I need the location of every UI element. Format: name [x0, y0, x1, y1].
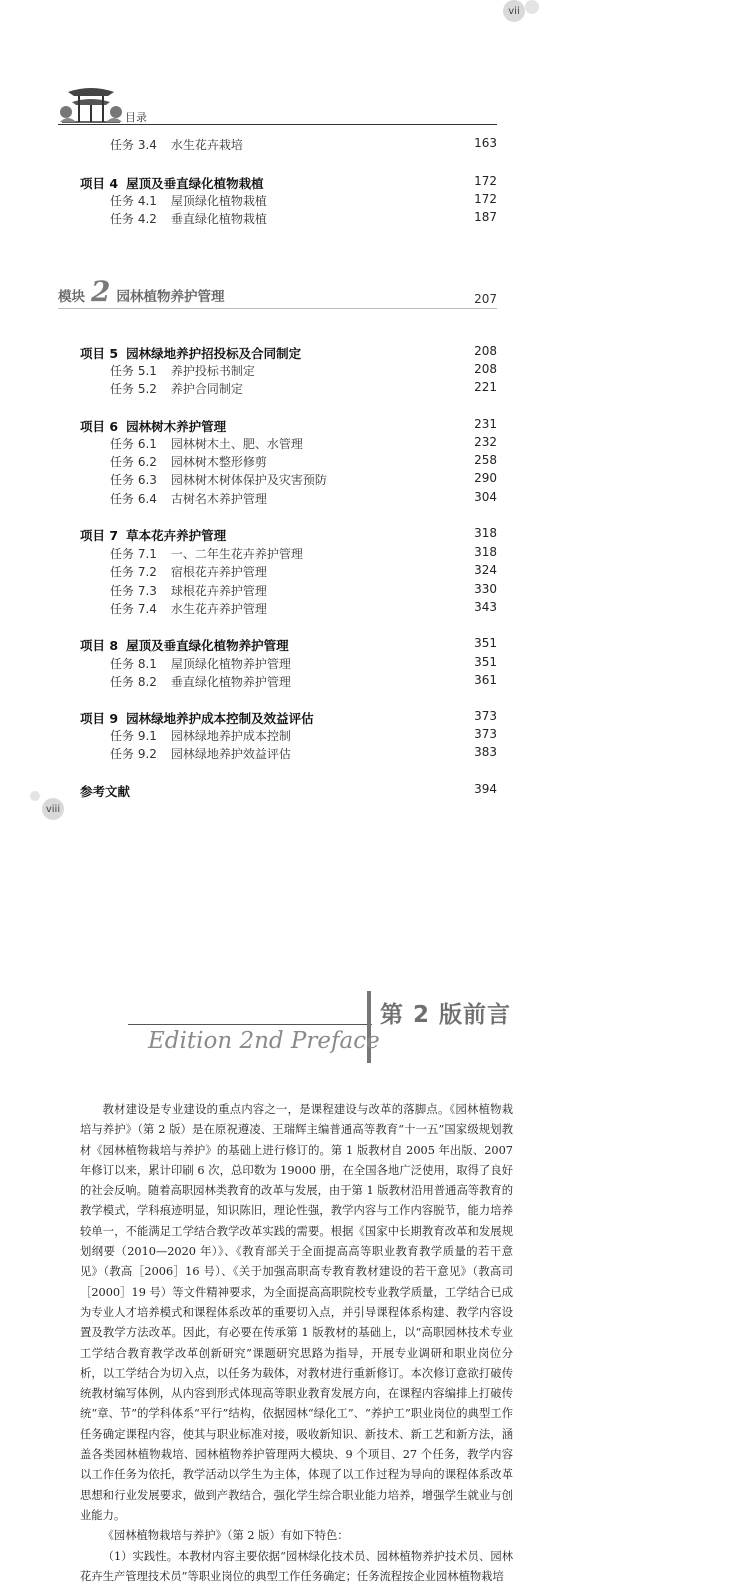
- preface-paragraph: 《园林植物栽培与养护》（第 2 版）有如下特色：: [102, 1529, 349, 1543]
- toc-project-row[interactable]: 项目 7 草本花卉养护管理 318: [80, 526, 497, 543]
- page-number-bottom: viii: [42, 798, 64, 820]
- toc-task-row[interactable]: 任务 3.4 水生花卉栽培 163: [110, 136, 497, 152]
- toc-task-row[interactable]: 任务 8.1 屋顶绿化植物养护管理 351: [110, 655, 497, 671]
- toc-project-row[interactable]: 项目 8 屋顶及垂直绿化植物养护管理 351: [80, 636, 497, 653]
- toc-task-row[interactable]: 任务 9.1 园林绿地养护成本控制 373: [110, 727, 497, 743]
- toc-references-row[interactable]: 参考文献 394: [80, 782, 497, 799]
- preface-title-rule: [128, 1024, 372, 1025]
- decor-bubble: [30, 791, 40, 801]
- preface-title: 第 2 版前言: [380, 1002, 512, 1028]
- toc-project-row[interactable]: 项目 5 园林绿地养护招投标及合同制定 208: [80, 344, 497, 361]
- preface-body: [80, 1100, 513, 1587]
- preface-paragraph: 教材建设是专业建设的重点内容之一，是课程建设与改革的落脚点。《园林植物栽培与养护》（第 2 版）是在原祝遵凌、王瑞辉主编普通高等教育“十一五”国家级规划教材《园林植物栽培与养护》的基础上进行修订的。第 1 版教材自 2005 年出版、2007 年修订以来，累计印刷 6 次，总印数为 19000 册，在全国各地广泛使用，取得了良好的社会反响。随着高职园林类教育的改革与发展，由于第 1 版教材沿用普通高等教育的教学模式，学科痕迹明显，知识陈旧，理论性强，教学内容与工作内容脱节，能力培养较单一，不能满足工学结合教学改革实践的需要。根据《国家中长期教育改革和发展规划纲要（2010—2020 年）》、《教育部关于全面提高高等职业教育教学质量的若干意见》（教高［2006］16 号）、《关于加强高职高专教育教材建设的若干意见》（教高司［2000］19 号）等文件精神要求，为全面提高高职院校专业教学质量，工学结合已成为专业人才培养模式和课程体系改革的重要切入点，并引导课程体系构建、教学内容设置及教学方法改革。因此，有必要在传承第 1 版教材的基础上，以“高职园林技术专业工学结合教育教学改革创新研究”课题研究思路为指导，开展专业调研和职业岗位分析，以工学结合为切入点，以任务为载体，对教材进行重新修订。本次修订意欲打破传统教材编写体例，从内容到形式体现高等职业教育发展方向，在课程内容编排上打破传统“章、节”的学科体系“平行”结构，依据园林“绿化工”、“养护工”职业岗位的典型工作任务确定课程内容，使其与职业标准对接，吸收新知识、新技术、新工艺和新方法，涵盖各类园林植物栽培、园林植物养护管理两大模块、9 个项目、27 个任务，教学内容以工作任务为依托，教学活动以学生为主体，体现了以工作过程为导向的课程体系改革思想和行业发展要求，做到产教结合，强化学生综合职业能力培养，增强学生就业与创业能力。: [80, 1103, 513, 1522]
- toc-task-row[interactable]: 任务 5.2 养护合同制定 221: [110, 380, 497, 396]
- preface-subtitle-en: Edition 2nd Preface: [148, 1028, 380, 1054]
- toc-task-row[interactable]: 任务 4.2 垂直绿化植物栽植 187: [110, 210, 497, 226]
- toc-task-row[interactable]: 任务 8.2 垂直绿化植物养护管理 361: [110, 673, 497, 689]
- pavilion-icon: [58, 82, 124, 126]
- toc-task-row[interactable]: 任务 7.3 球根花卉养护管理 330: [110, 582, 497, 598]
- toc-project-row[interactable]: 项目 6 园林树木养护管理 231: [80, 417, 497, 434]
- page-number-top: vii: [503, 0, 525, 22]
- toc-task-row[interactable]: 任务 5.1 养护投标书制定 208: [110, 362, 497, 378]
- toc-task-row[interactable]: 任务 7.2 宿根花卉养护管理 324: [110, 563, 497, 579]
- header-label: 目录: [125, 111, 147, 124]
- toc-task-row[interactable]: 任务 6.4 古树名木养护管理 304: [110, 490, 497, 506]
- pavilion-illustration: [58, 82, 124, 126]
- toc-task-row[interactable]: 任务 9.2 园林绿地养护效益评估 383: [110, 745, 497, 761]
- decor-bubble: [525, 0, 539, 14]
- toc-task-row[interactable]: 任务 4.1 屋顶绿化植物栽植 172: [110, 192, 497, 208]
- header-rule: [58, 124, 497, 125]
- toc-project-row[interactable]: 项目 9 园林绿地养护成本控制及效益评估 373: [80, 709, 497, 726]
- module-heading[interactable]: 模块 2 园林植物养护管理 207: [58, 275, 497, 308]
- preface-paragraph: （1）实践性。本教材内容主要依据“园林绿化技术员、园林植物养护技术员、园林花卉生产管理技术员”等职业岗位的典型工作任务确定；任务流程按企业园林植物栽培: [80, 1549, 513, 1583]
- toc-task-row[interactable]: 任务 7.4 水生花卉养护管理 343: [110, 600, 497, 616]
- toc-task-row[interactable]: 任务 6.1 园林树木土、肥、水管理 232: [110, 435, 497, 451]
- toc-task-row[interactable]: 任务 7.1 一、二年生花卉养护管理 318: [110, 545, 497, 561]
- toc-task-row[interactable]: 任务 6.2 园林树木整形修剪 258: [110, 453, 497, 469]
- toc-task-row[interactable]: 任务 6.3 园林树木树体保护及灾害预防 290: [110, 471, 497, 487]
- module-rule: [58, 308, 497, 309]
- toc-project-row[interactable]: 项目 4 屋顶及垂直绿化植物栽植 172: [80, 174, 497, 191]
